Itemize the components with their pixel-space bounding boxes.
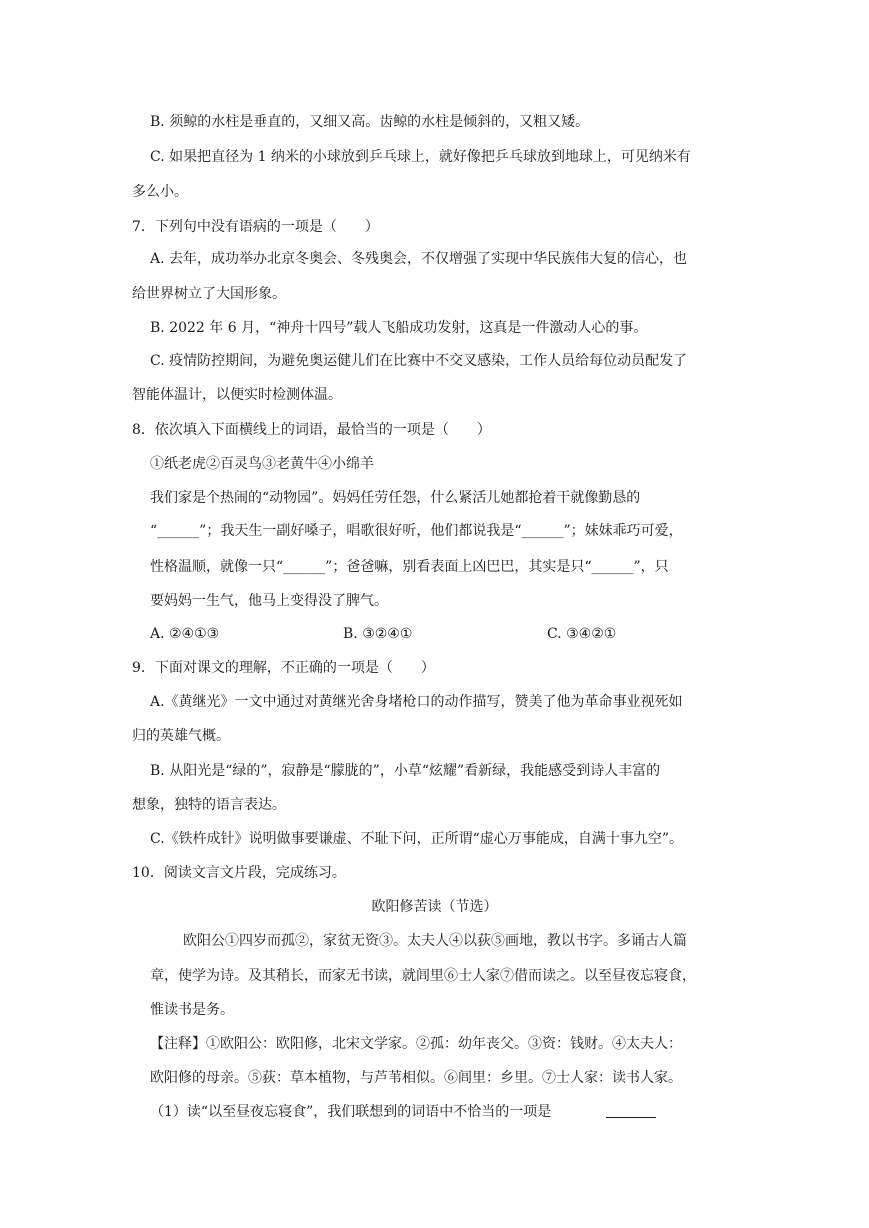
q10-stem: 10．阅读文言文片段，完成练习。 [132, 865, 346, 881]
q8-stem: 8．依次填入下面横线上的词语，最恰当的一项是（ ） [132, 422, 491, 438]
q10-subquestion-1: （1）读“以至昼夜忘寝食”，我们联想到的词语中不恰当的一项是 [150, 1104, 552, 1120]
q7-option-b: B. 2022 年 6 月，“神舟十四号”载人飞船成功发射，这真是一件激动人心的事。 [150, 320, 648, 336]
q8-passage-line-3: 性格温顺，就像一只“______”；爸爸嘛，别看表面上凶巴巴，其实是只“______”，只 [150, 559, 669, 575]
q10-passage-line-3: 惟读书是务。 [150, 1002, 234, 1018]
q7-stem: 7．下列句中没有语病的一项是（ ） [132, 219, 379, 235]
q8-word-list: ①纸老虎②百灵鸟③老黄牛④小绵羊 [150, 456, 374, 472]
q7-option-c: C. 疫情防控期间，为避免奥运健儿们在比赛中不交叉感染，工作人员给每位动员配发了 [150, 353, 688, 369]
q6-option-c: C. 如果把直径为 1 纳米的小球放到乒乓球上，就好像把乒乓球放到地球上，可见纳米有 [150, 149, 691, 165]
answer-blank [606, 1117, 656, 1118]
q7-option-a: A. 去年，成功举办北京冬奥会、冬残奥会，不仅增强了实现中华民族伟大复的信心，也 [150, 251, 688, 267]
q10-notes-line-2: 欧阳修的母亲。⑤荻：草本植物，与芦苇相似。⑥闾里：乡里。⑦士人家：读书人家。 [150, 1070, 682, 1086]
q10-passage-title: 欧阳修苦读（节选） [371, 899, 498, 915]
q8-option-c: C. ③④②① [547, 626, 617, 642]
q6-option-b: B. 须鲸的水柱是垂直的，又细又高。齿鲸的水柱是倾斜的，又粗又矮。 [150, 114, 590, 130]
q8-option-a: A. ②④①③ [150, 626, 220, 642]
q9-option-a-continued: 归的英雄气概。 [132, 728, 230, 744]
q8-option-b: B. ③②④① [343, 626, 413, 642]
q8-passage-line-1: 我们家是个热闹的“动物园”。妈妈任劳任怨，什么紧活儿她都抢着干就像勤恳的 [150, 490, 641, 506]
q9-option-c: C.《铁杵成针》说明做事要谦虚、不耻下问，正所谓“虚心万事能成，自满十事九空”。 [150, 831, 683, 847]
q10-passage-line-2: 章，使学为诗。及其稍长，而家无书读，就闾里⑥士人家⑦借而读之。以至昼夜忘寝食， [150, 968, 696, 984]
q9-option-a: A.《黄继光》一文中通过对黄继光舍身堵枪口的动作描写，赞美了他为革命事业视死如 [150, 694, 683, 710]
q8-passage-line-2: “______”；我天生一副好嗓子，唱歌很好听，他们都说我是“______”；妹妹乖巧可爱， [150, 523, 683, 539]
q9-option-b: B. 从阳光是“绿的”，寂静是“朦胧的”，小草“炫耀”看新绿，我能感受到诗人丰富的 [150, 763, 661, 779]
q7-option-a-continued: 给世界树立了大国形象。 [132, 286, 286, 302]
q7-option-c-continued: 智能体温计，以便实时检测体温。 [132, 387, 342, 403]
q9-option-b-continued: 想象，独特的语言表达。 [132, 797, 286, 813]
q10-passage-line-1: 欧阳公①四岁而孤②，家贫无资③。太夫人④以荻⑤画地，教以书字。多诵古人篇 [183, 933, 687, 949]
q6-option-c-continued: 多么小。 [132, 184, 188, 200]
q8-passage-line-4: 要妈妈一生气，他马上变得没了脾气。 [150, 593, 388, 609]
q10-notes-line-1: 【注释】①欧阳公：欧阳修，北宋文学家。②孤：幼年丧父。③资：钱财。④太夫人： [150, 1036, 682, 1052]
q9-stem: 9．下面对课文的理解，不正确的一项是（ ） [132, 660, 435, 676]
